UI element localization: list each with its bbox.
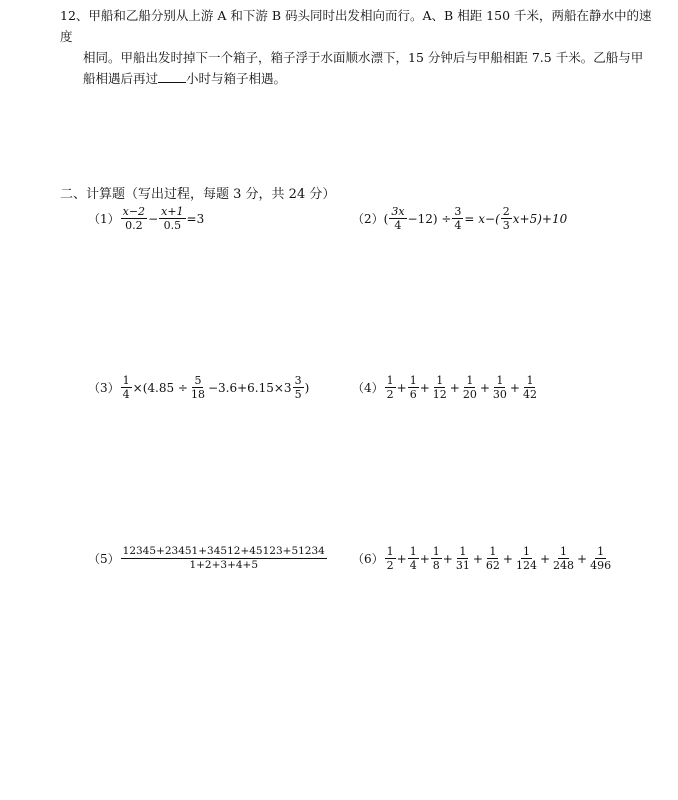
fraction-numerator: 1 xyxy=(436,374,444,387)
fraction xyxy=(514,545,539,572)
fraction xyxy=(189,374,207,401)
fraction-denominator: 4 xyxy=(122,388,130,401)
fraction-denominator: 20 xyxy=(462,388,477,401)
fraction-denominator: 4 xyxy=(394,219,402,232)
fraction-numerator: 1 xyxy=(459,545,467,558)
rhs: =3 xyxy=(186,211,205,226)
plus-operator: + xyxy=(577,551,588,566)
operator: − xyxy=(148,211,159,226)
paren-open: ( xyxy=(383,211,389,226)
fraction xyxy=(452,205,463,232)
fraction-denominator: 2 xyxy=(386,559,394,572)
fraction-numerator: x+1 xyxy=(161,205,184,218)
question-5-label: （5） xyxy=(88,552,120,566)
fraction-denominator: 124 xyxy=(515,559,537,572)
fraction-denominator: 42 xyxy=(522,388,537,401)
fraction-numerator: 1 xyxy=(560,545,568,558)
fraction-denominator: 3 xyxy=(502,219,510,232)
problem-12-line-3-end: 小时与箱子相遇。 xyxy=(186,71,287,86)
answer-blank[interactable] xyxy=(158,70,186,83)
fraction xyxy=(121,545,327,572)
fraction-numerator: 1 xyxy=(122,374,130,387)
fraction-numerator: 1 xyxy=(409,545,417,558)
question-1-label: （1） xyxy=(88,212,120,226)
question-3 xyxy=(88,374,309,401)
fraction-denominator: 5 xyxy=(294,388,302,401)
fraction-denominator: 496 xyxy=(590,559,612,572)
plus-operator: + xyxy=(509,380,520,395)
fraction xyxy=(454,545,472,572)
fraction-numerator: 1 xyxy=(386,545,394,558)
plus-operator: + xyxy=(442,551,453,566)
fraction-numerator: 2 xyxy=(502,205,510,218)
paren-close: ) xyxy=(304,380,310,395)
fraction-denominator: 12 xyxy=(432,388,447,401)
fraction-numerator: 3 xyxy=(454,205,462,218)
fraction-numerator: 1 xyxy=(522,545,530,558)
fraction xyxy=(385,374,396,401)
fraction-numerator: 1 xyxy=(597,545,605,558)
fraction xyxy=(491,374,509,401)
fraction-numerator: 3x xyxy=(391,205,405,218)
plus-operator: + xyxy=(472,551,483,566)
fraction-denominator: 62 xyxy=(485,559,500,572)
plus-operator: + xyxy=(419,551,430,566)
question-4 xyxy=(352,374,540,401)
problem-12-line-3-start: 船相遇后再过 xyxy=(83,71,159,86)
question-6 xyxy=(352,545,614,572)
plus-operator: + xyxy=(396,380,407,395)
problem-12-line-1: 12、甲船和乙船分别从上游 A 和下游 B 码头同时出发相向而行。A、B 相距 150 千米，两船在静水中的速度 xyxy=(60,8,652,44)
fraction xyxy=(551,545,576,572)
fraction xyxy=(461,374,479,401)
fraction-denominator: 31 xyxy=(455,559,470,572)
question-6-label: （6） xyxy=(352,552,384,566)
fraction-numerator: 1 xyxy=(409,374,417,387)
fraction xyxy=(431,545,442,572)
plus-operator: + xyxy=(396,551,407,566)
fraction xyxy=(389,205,406,232)
section-title: 二、计算题（写出过程，每题 3 分，共 24 分） xyxy=(60,187,336,202)
fraction-denominator: 4 xyxy=(454,219,462,232)
fraction-denominator: 8 xyxy=(432,559,440,572)
fraction xyxy=(521,374,539,401)
fraction xyxy=(121,205,147,232)
plus-operator: + xyxy=(479,380,490,395)
fraction-numerator: 1 xyxy=(466,374,474,387)
fraction xyxy=(121,374,132,401)
fraction-numerator: 5 xyxy=(194,374,202,387)
fraction xyxy=(431,374,449,401)
fraction-numerator: 1 xyxy=(386,374,394,387)
plus-operator: + xyxy=(419,380,430,395)
fraction-numerator: 12345+23451+34512+45123+51234 xyxy=(122,545,325,557)
problem-12-line-3 xyxy=(60,68,660,89)
fraction-numerator: 1 xyxy=(432,545,440,558)
fraction xyxy=(408,374,419,401)
fraction-numerator: 1 xyxy=(489,545,497,558)
fraction-denominator: 4 xyxy=(409,559,417,572)
plus-operator: + xyxy=(539,551,551,566)
fraction xyxy=(501,205,512,232)
fraction-numerator: 3 xyxy=(294,374,302,387)
fraction-numerator: 1 xyxy=(526,374,534,387)
question-2-label: （2） xyxy=(352,212,384,226)
expression-part: −12) ÷ xyxy=(407,211,452,226)
fraction xyxy=(588,545,613,572)
fraction-numerator: 1 xyxy=(496,374,504,387)
fraction xyxy=(484,545,502,572)
fraction-denominator: 6 xyxy=(409,388,417,401)
question-5 xyxy=(88,545,328,572)
problem-12-line-2: 相同。甲船出发时掉下一个箱子，箱子浮于水面顺水漂下，15 分钟后与甲船相距 7.5 千米。乙船与甲 xyxy=(83,50,644,65)
question-4-label: （4） xyxy=(352,381,384,395)
problem-12 xyxy=(60,5,660,89)
expression-part: −3.6+6.15×3 xyxy=(207,380,292,395)
expression-part: = x−( xyxy=(464,211,500,226)
plus-operator: + xyxy=(449,380,460,395)
fraction-denominator: 0.5 xyxy=(163,219,182,232)
fraction-denominator: 1+2+3+4+5 xyxy=(189,559,259,571)
fraction-denominator: 2 xyxy=(386,388,394,401)
fraction-denominator: 0.2 xyxy=(125,219,143,232)
fraction xyxy=(385,545,396,572)
fraction-numerator: x−2 xyxy=(122,205,146,218)
question-2 xyxy=(352,205,567,232)
question-3-label: （3） xyxy=(88,381,120,395)
plus-operator: + xyxy=(502,551,513,566)
question-1 xyxy=(88,205,204,232)
fraction xyxy=(408,545,419,572)
fraction xyxy=(159,205,185,232)
fraction xyxy=(293,374,304,401)
expression-part: ×(4.85 ÷ xyxy=(132,380,188,395)
fraction-denominator: 30 xyxy=(492,388,507,401)
fraction-denominator: 18 xyxy=(190,388,205,401)
fraction-denominator: 248 xyxy=(553,559,575,572)
expression-part: x+5)+10 xyxy=(512,211,568,226)
